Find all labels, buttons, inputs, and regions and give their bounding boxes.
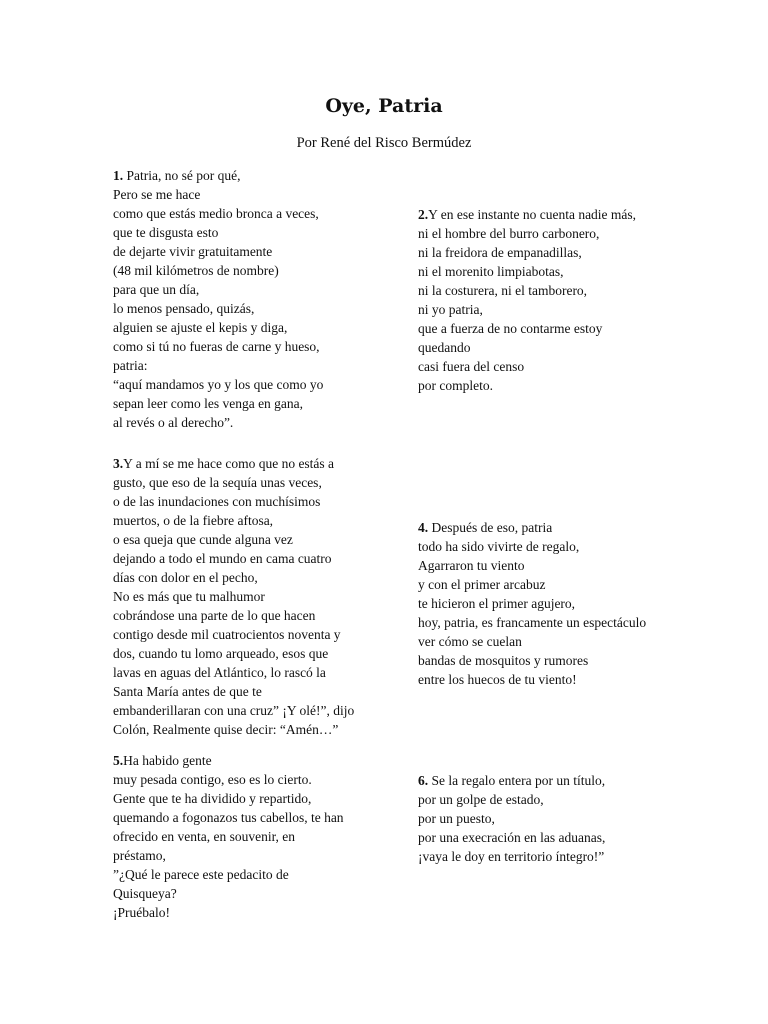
stanza-line	[418, 518, 646, 537]
stanza-line: ni la freidora de empanadillas,	[418, 245, 582, 260]
stanza-line	[113, 454, 354, 473]
stanza-line: para que un día,	[113, 282, 200, 297]
stanza-line: como que estás medio bronca a veces,	[113, 206, 319, 221]
stanza-line: todo ha sido vivirte de regalo,	[418, 539, 580, 554]
stanza-first-line: Patria, no sé por qué,	[123, 168, 241, 183]
stanza-line	[113, 166, 323, 185]
stanza-first-line: Ha habido gente	[123, 753, 212, 768]
stanza-line: sepan leer como les venga en gana,	[113, 396, 304, 411]
stanza-number: 1.	[113, 168, 124, 183]
stanza-line: casi fuera del censo	[418, 359, 525, 374]
stanza-first-line: Después de eso, patria	[428, 520, 553, 535]
stanza-line: Santa María antes de que te	[113, 684, 262, 699]
stanza-line: al revés o al derecho”.	[113, 415, 234, 430]
stanza-line: ni yo patria,	[418, 302, 483, 317]
stanza-line: muy pesada contigo, eso es lo cierto.	[113, 772, 312, 787]
stanza-line: Agarraron tu viento	[418, 558, 525, 573]
stanza-line: Gente que te ha dividido y repartido,	[113, 791, 312, 806]
stanza-2	[418, 205, 636, 395]
poem-byline: Por René del Risco Bermúdez	[296, 135, 472, 151]
stanza-line: quemando a fogonazos tus cabellos, te han	[113, 810, 344, 825]
stanza-line: ver cómo se cuelan	[418, 634, 522, 649]
stanza-line: No es más que tu malhumor	[113, 589, 265, 604]
stanza-line: por una execración en las aduanas,	[418, 830, 606, 845]
stanza-number: 6.	[418, 773, 429, 788]
stanza-line: o esa queja que cunde alguna vez	[113, 532, 293, 547]
stanza-first-line: Y en ese instante no cuenta nadie más,	[428, 207, 637, 222]
stanza-line: muertos, o de la fiebre aftosa,	[113, 513, 274, 528]
stanza-line: lavas en aguas del Atlántico, lo rascó la	[113, 665, 326, 680]
stanza-line: (48 mil kilómetros de nombre)	[113, 263, 279, 278]
stanza-line: días con dolor en el pecho,	[113, 570, 258, 585]
stanza-line: o de las inundaciones con muchísimos	[113, 494, 321, 509]
stanza-line: ”¿Qué le parece este pedacito de	[113, 867, 289, 882]
stanza-line: lo menos pensado, quizás,	[113, 301, 255, 316]
stanza-3	[113, 454, 354, 739]
stanza-number: 4.	[418, 520, 429, 535]
stanza-number: 3.	[113, 456, 124, 471]
stanza-line: Quisqueya?	[113, 886, 177, 901]
poem-title: Oye, Patria	[325, 95, 443, 117]
stanza-line: y con el primer arcabuz	[418, 577, 546, 592]
stanza-line: que a fuerza de no contarme estoy	[418, 321, 603, 336]
stanza-line: ¡Pruébalo!	[113, 905, 170, 920]
stanza-line: contigo desde mil cuatrocientos noventa y	[113, 627, 341, 642]
stanza-line: alguien se ajuste el kepis y diga,	[113, 320, 288, 335]
stanza-line	[418, 205, 636, 224]
stanza-line: entre los huecos de tu viento!	[418, 672, 577, 687]
stanza-line: hoy, patria, es francamente un espectáculo	[418, 615, 647, 630]
stanza-line: quedando	[418, 340, 471, 355]
stanza-line: que te disgusta esto	[113, 225, 219, 240]
stanza-line: como si tú no fueras de carne y hueso,	[113, 339, 320, 354]
stanza-line	[113, 751, 344, 770]
stanza-line: dejando a todo el mundo en cama cuatro	[113, 551, 332, 566]
stanza-line: ni el hombre del burro carbonero,	[418, 226, 600, 241]
stanza-line: ¡vaya le doy en territorio íntegro!”	[418, 849, 605, 864]
stanza-line: “aquí mandamos yo y los que como yo	[113, 377, 324, 392]
stanza-line: cobrándose una parte de lo que hacen	[113, 608, 316, 623]
stanza-first-line: Se la regalo entera por un título,	[428, 773, 606, 788]
stanza-number: 5.	[113, 753, 124, 768]
stanza-line: gusto, que eso de la sequía unas veces,	[113, 475, 322, 490]
stanza-line: ni el morenito limpiabotas,	[418, 264, 564, 279]
stanza-line	[418, 771, 605, 790]
stanza-line: por un golpe de estado,	[418, 792, 544, 807]
stanza-line: embanderillaran con una cruz” ¡Y olé!”, dijo	[113, 703, 355, 718]
stanza-5	[113, 751, 344, 922]
stanza-line: por un puesto,	[418, 811, 495, 826]
stanza-line: préstamo,	[113, 848, 166, 863]
stanza-1	[113, 166, 323, 432]
stanza-line: por completo.	[418, 378, 493, 393]
stanza-line: Colón, Realmente quise decir: “Amén…”	[113, 722, 339, 737]
stanza-line: Pero se me hace	[113, 187, 201, 202]
stanza-number: 2.	[418, 207, 429, 222]
stanza-line: ni la costurera, ni el tamborero,	[418, 283, 588, 298]
stanza-6	[418, 771, 605, 866]
stanza-line: dos, cuando tu lomo arqueado, esos que	[113, 646, 329, 661]
stanza-line: patria:	[113, 358, 148, 373]
stanza-4	[418, 518, 646, 689]
stanza-line: ofrecido en venta, en souvenir, en	[113, 829, 296, 844]
stanza-line: de dejarte vivir gratuitamente	[113, 244, 273, 259]
stanza-line: bandas de mosquitos y rumores	[418, 653, 589, 668]
stanza-line: te hicieron el primer agujero,	[418, 596, 576, 611]
stanza-first-line: Y a mí se me hace como que no estás a	[123, 456, 335, 471]
